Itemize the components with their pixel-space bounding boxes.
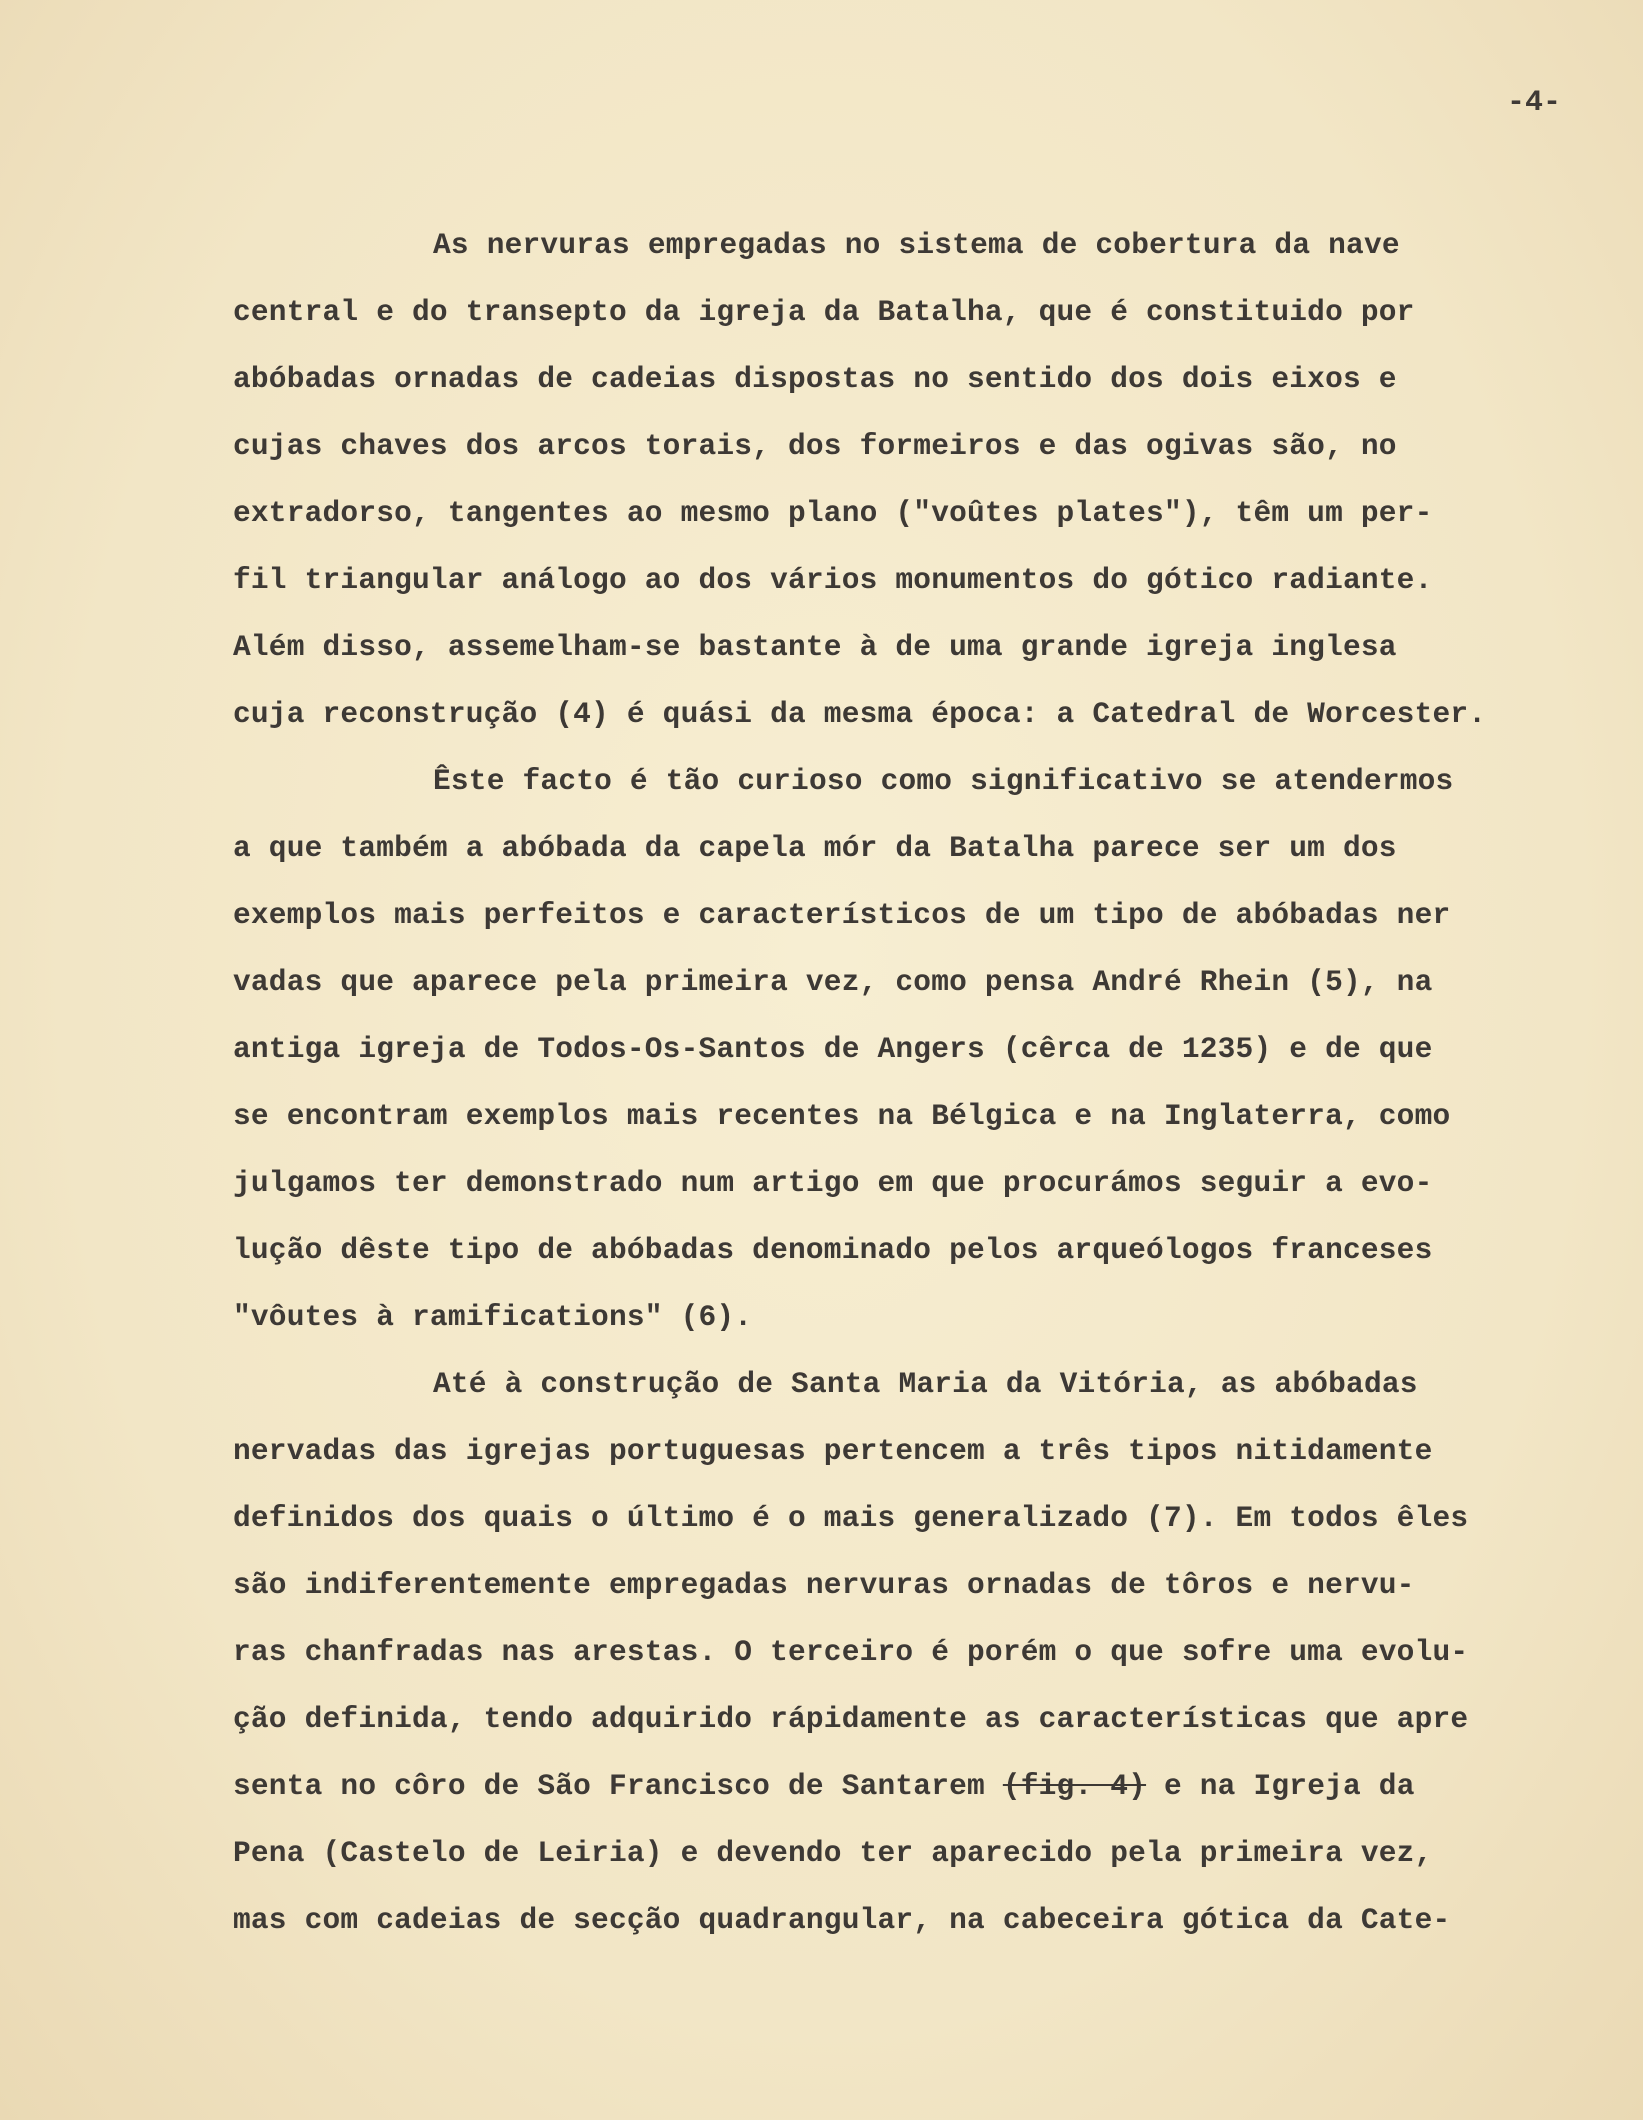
text-line: lução dêste tipo de abóbadas denominado pelos arqueólogos franceses xyxy=(233,1233,1433,1267)
struck-figure-reference: (fig. 4) xyxy=(1002,1769,1147,1803)
text-line: ras chanfradas nas arestas. O terceiro é porém o que sofre uma evolu- xyxy=(233,1635,1469,1669)
text-line: a que também a abóbada da capela mór da Batalha parece ser um dos xyxy=(233,831,1397,865)
text-line: exemplos mais perfeitos e característicos de um tipo de abóbadas ner xyxy=(233,898,1451,932)
text-line: ção definida, tendo adquirido rápidamente as características que apre xyxy=(233,1702,1469,1736)
text-line: Até à construção de Santa Maria da Vitória, as abóbadas xyxy=(433,1367,1418,1401)
text-line xyxy=(233,1753,1573,1820)
text-line: Além disso, assemelham-se bastante à de uma grande igreja inglesa xyxy=(233,630,1397,664)
text-segment: senta no côro de São Francisco de Santarem xyxy=(233,1769,1003,1803)
text-line: antiga igreja de Todos-Os-Santos de Angers (cêrca de 1235) e de que xyxy=(233,1032,1433,1066)
text-line: mas com cadeias de secção quadrangular, na cabeceira gótica da Cate- xyxy=(233,1903,1451,1937)
text-line: definidos dos quais o último é o mais generalizado (7). Em todos êles xyxy=(233,1501,1469,1535)
page-number: -4- xyxy=(1506,86,1561,120)
body-text xyxy=(233,212,1573,1954)
text-line: são indiferentemente empregadas nervuras ornadas de tôros e nervu- xyxy=(233,1568,1415,1602)
text-line: As nervuras empregadas no sistema de cobertura da nave xyxy=(433,228,1400,262)
text-line: abóbadas ornadas de cadeias dispostas no sentido dos dois eixos e xyxy=(233,362,1397,396)
text-segment: e na Igreja da xyxy=(1146,1769,1415,1803)
text-line: cuja reconstrução (4) é quási da mesma época: a Catedral de Worcester. xyxy=(233,697,1487,731)
text-line: nervadas das igrejas portuguesas pertencem a três tipos nitidamente xyxy=(233,1434,1433,1468)
text-line: "vôutes à ramifications" (6). xyxy=(233,1300,753,1334)
text-line: fil triangular análogo ao dos vários monumentos do gótico radiante. xyxy=(233,563,1433,597)
text-line: extradorso, tangentes ao mesmo plano ("voûtes plates"), têm um per- xyxy=(233,496,1433,530)
text-line: Êste facto é tão curioso como significativo se atendermos xyxy=(433,764,1454,798)
text-line: vadas que aparece pela primeira vez, como pensa André Rhein (5), na xyxy=(233,965,1433,999)
text-line: julgamos ter demonstrado num artigo em que procurámos seguir a evo- xyxy=(233,1166,1433,1200)
text-line: Pena (Castelo de Leiria) e devendo ter aparecido pela primeira vez, xyxy=(233,1836,1433,1870)
text-line: central e do transepto da igreja da Batalha, que é constituido por xyxy=(233,295,1415,329)
text-line: cujas chaves dos arcos torais, dos formeiros e das ogivas são, no xyxy=(233,429,1397,463)
text-line: se encontram exemplos mais recentes na Bélgica e na Inglaterra, como xyxy=(233,1099,1451,1133)
